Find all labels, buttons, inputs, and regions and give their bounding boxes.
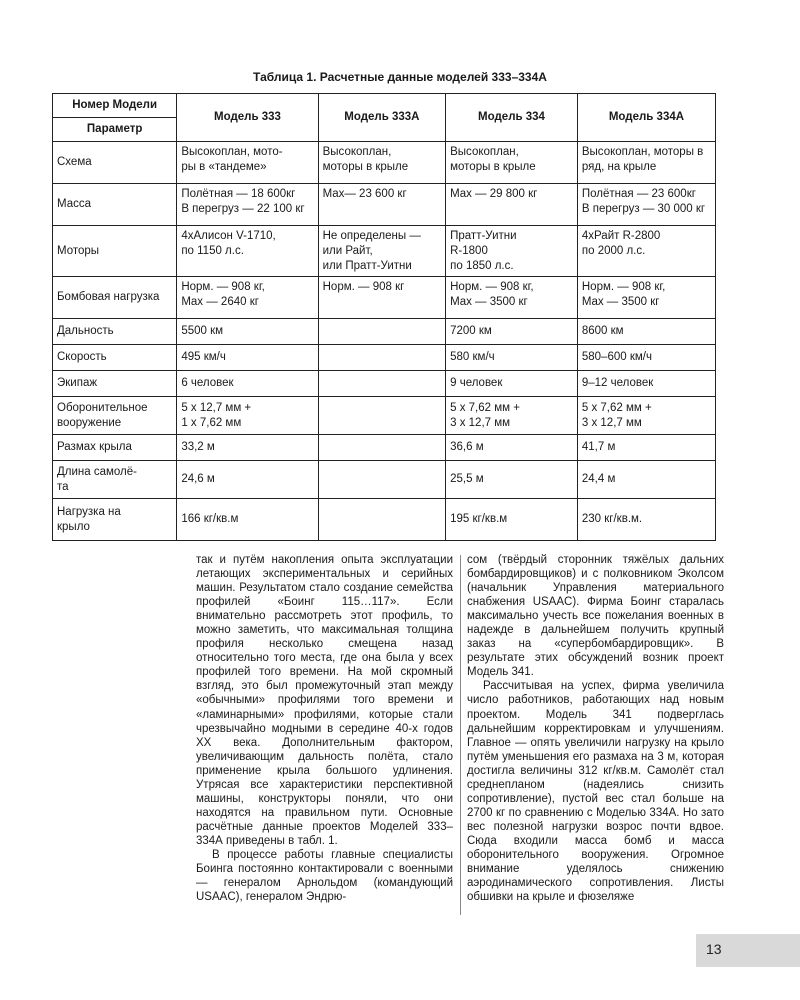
cell-line: 9 человек	[450, 377, 503, 389]
table-row	[53, 226, 716, 277]
header-parameter: Параметр	[53, 118, 177, 142]
table-cell	[446, 499, 578, 541]
cell-line: Max — 3500 кг	[450, 296, 528, 308]
cell-line: ряд, на крыле	[581, 161, 657, 173]
cell-line: Высокоплан,	[450, 146, 519, 158]
cell-line: 8600 км	[581, 325, 624, 337]
row-label	[53, 461, 177, 499]
row-label	[53, 277, 177, 319]
paragraph: Рассчитывая на успех, фирма увеличила число работников, работающих над новым проектом. Модель 341 подверглась дальнейшим корректировкам и улучшениям. Главное — опять увеличили нагрузку на крыло путём уменьшения его размаха на 3 м, которая достигла величины 312 кг/кв.м. Самолёт стал среднепланом (надеялись снизить сопротивление), пустой вес стал больше на 2700 кг по сравнению с Моделью 334А. Но зато вес полезной нагрузки возрос почти вдвое. Сюда входили масса бомб и масса оборонительного вооружения. Огромное внимание уделялось снижению аэродинамического сопротивления. Листы обшивки на крыле и фюзеляже	[467, 680, 724, 904]
row-label	[53, 142, 177, 184]
row-label	[53, 371, 177, 397]
cell-line: по 2000 л.с.	[581, 245, 646, 257]
column-header: Модель 333	[177, 94, 318, 142]
table-cell	[446, 397, 578, 435]
paragraph: сом (твёрдый сторонник тяжёлых дальних бомбардировщиков) и с полковником Эколсом (начальник Управления материального снабжения USAAC). Фирма Боинг старалась максимально учесть все пожелания военных в надежде в дальнейшем получить крупный заказ на «супербомбардировщик». В результате этих обсуждений возник проект Модель 341.	[467, 554, 724, 679]
cell-line: 3 х 12,7 мм	[581, 416, 642, 429]
cell-line: Норм. — 908 кг	[322, 281, 405, 293]
row-label-line: Экипаж	[57, 377, 98, 389]
row-label-line: Дальность	[57, 325, 114, 337]
table-cell	[577, 184, 715, 226]
cell-line: 580 км/ч	[450, 351, 495, 363]
cell-line: 166 кг/кв.м	[181, 513, 239, 525]
cell-line: моторы в крыле	[322, 161, 409, 173]
table-cell	[446, 345, 578, 371]
table-cell	[177, 319, 318, 345]
cell-line: 3 х 12,7 мм	[450, 416, 511, 429]
table-cell	[577, 319, 715, 345]
cell-line: моторы в крыле	[450, 161, 536, 173]
header-model-number: Номер Модели	[53, 94, 177, 118]
table-cell	[446, 319, 578, 345]
cell-line: 24,4 м	[581, 473, 616, 485]
cell-line: 7200 км	[450, 325, 492, 337]
row-label-line: Нагрузка на	[57, 505, 121, 518]
cell-line: Норм. — 908 кг,	[581, 281, 666, 293]
row-label-line: Скорость	[57, 351, 107, 363]
table-cell	[177, 461, 318, 499]
cell-line: 195 кг/кв.м	[450, 513, 508, 525]
cell-line: 1 х 7,62 мм	[181, 416, 242, 429]
row-label	[53, 226, 177, 277]
row-label-line: Моторы	[57, 244, 100, 257]
table-cell	[446, 371, 578, 397]
table-cell	[446, 461, 578, 499]
cell-line: 4хРайт R-2800	[581, 230, 661, 242]
row-label-line: Оборонительное	[57, 401, 148, 414]
cell-line: Полётная — 18 600кг	[181, 188, 296, 200]
cell-line: 495 км/ч	[181, 351, 226, 363]
table-cell	[577, 277, 715, 319]
table-cell	[177, 499, 318, 541]
table-row	[53, 499, 716, 541]
table-row	[53, 345, 716, 371]
cell-line: Высокоплан, моторы в	[581, 146, 704, 158]
row-label	[53, 435, 177, 461]
table-row	[53, 435, 716, 461]
cell-line: по 1850 л.с.	[450, 260, 514, 272]
table-cell	[446, 142, 578, 184]
row-label-line: крыло	[57, 520, 90, 533]
table-cell	[318, 319, 446, 345]
body-text-right-column	[467, 553, 724, 904]
cell-line: ры в «тандеме»	[181, 161, 267, 173]
specs-table-body	[53, 142, 716, 541]
table-cell	[446, 226, 578, 277]
cell-line: 9–12 человек	[581, 377, 654, 389]
table-cell	[577, 142, 715, 184]
table-row	[53, 319, 716, 345]
specs-table	[52, 93, 716, 541]
cell-line: 5 х 12,7 мм +	[181, 401, 252, 414]
cell-line: Полётная — 23 600кг	[581, 188, 696, 200]
table-cell	[177, 277, 318, 319]
table-cell	[177, 397, 318, 435]
column-header: Модель 334А	[577, 94, 715, 142]
table-cell	[577, 397, 715, 435]
cell-line: 5500 км	[181, 325, 224, 337]
table-cell	[177, 184, 318, 226]
table-row	[53, 184, 716, 226]
cell-line: 4хАлисон V-1710,	[181, 230, 276, 242]
table-cell	[177, 371, 318, 397]
table-cell	[577, 461, 715, 499]
table-row	[53, 397, 716, 435]
table-row	[53, 142, 716, 184]
table-cell	[318, 499, 446, 541]
row-label-line: Размах крыла	[57, 441, 132, 453]
table-cell	[177, 435, 318, 461]
table-caption: Таблица 1. Расчетные данные моделей 333–334А	[253, 70, 547, 84]
cell-line: 41,7 м	[581, 441, 616, 453]
table-cell	[577, 499, 715, 541]
cell-line: 230 кг/кв.м.	[581, 513, 643, 525]
table-row	[53, 277, 716, 319]
table-cell	[318, 184, 446, 226]
table-cell	[446, 184, 578, 226]
cell-line: или Пратт-Уитни	[322, 260, 412, 272]
column-header: Модель 333А	[318, 94, 446, 142]
table-cell	[177, 345, 318, 371]
row-label-line: Длина самолё-	[57, 465, 137, 478]
table-row	[53, 371, 716, 397]
cell-line: Max — 29 800 кг	[450, 188, 538, 200]
cell-line: Max— 23 600 кг	[322, 188, 407, 200]
table-cell	[318, 142, 446, 184]
row-label	[53, 184, 177, 226]
row-label-line: Схема	[57, 156, 92, 168]
cell-line: R-1800	[450, 245, 488, 257]
cell-line: Max — 2640 кг	[181, 296, 259, 308]
row-label	[53, 345, 177, 371]
paragraph: так и путём накопления опыта эксплуатации летающих экспериментальных и серийных машин. Результатом стало создание семейства профилей «Боинг 115…117». Если внимательно рассмотреть этот профиль, то можно заметить, что максимальная толщина профиля несколько смещена назад относительно того места, где она была у всех профилей того времени. На мой скромный взгляд, это был промежуточный этап между «обычными» профилями того времени и «ламинарными» профилями, которые стали чрезвычайно модными в середине 40-х годов XX века. Дополнительным фактором, увеличивающим дальность полёта, стало применение крыла большого удлинения. Утрясая все характеристики перспективной машины, конструкторы поняли, что они находятся на правильном пути. Основные расчётные данные проектов Моделей 333–334А приведены в табл. 1.	[196, 554, 453, 847]
table-cell	[318, 435, 446, 461]
cell-line: 580–600 км/ч	[581, 351, 652, 363]
table-cell	[177, 226, 318, 277]
cell-line: или Райт,	[322, 245, 373, 257]
table-cell	[318, 277, 446, 319]
row-label	[53, 499, 177, 541]
table-cell	[318, 371, 446, 397]
table-cell	[446, 277, 578, 319]
table-cell	[446, 435, 578, 461]
column-divider	[460, 555, 461, 915]
column-header: Модель 334	[446, 94, 578, 142]
cell-line: 6 человек	[181, 377, 234, 389]
table-cell	[177, 142, 318, 184]
cell-line: Max — 3500 кг	[581, 296, 660, 308]
cell-line: Высокоплан,	[322, 146, 392, 158]
table-cell	[318, 345, 446, 371]
cell-line: 25,5 м	[450, 473, 484, 485]
table-cell	[318, 397, 446, 435]
table-cell	[318, 461, 446, 499]
row-label	[53, 319, 177, 345]
row-label-line: та	[57, 480, 69, 493]
cell-line: Высокоплан, мото-	[181, 146, 283, 158]
row-label-line: вооружение	[57, 416, 122, 429]
cell-line: В перегруз — 30 000 кг	[581, 203, 706, 215]
table-cell	[577, 371, 715, 397]
cell-line: В перегруз — 22 100 кг	[181, 203, 305, 215]
cell-line: 33,2 м	[181, 441, 215, 453]
cell-line: Пратт-Уитни	[450, 230, 517, 242]
table-row	[53, 461, 716, 499]
table-cell	[577, 226, 715, 277]
table-cell	[318, 226, 446, 277]
cell-line: 24,6 м	[181, 473, 215, 485]
cell-line: по 1150 л.с.	[181, 245, 244, 257]
paragraph: В процессе работы главные специалисты Боинга постоянно контактировали с военными — генералом Арнольдом (командующий USAAC), генералом Эндрю-	[196, 848, 453, 904]
cell-line: 5 х 7,62 мм +	[581, 401, 652, 414]
table-cell	[577, 435, 715, 461]
body-text-left-column	[196, 553, 453, 904]
cell-line: 5 х 7,62 мм +	[450, 401, 520, 414]
cell-line: Норм. — 908 кг,	[181, 281, 265, 293]
cell-line: Норм. — 908 кг,	[450, 281, 534, 293]
cell-line: Не определены —	[322, 230, 421, 242]
cell-line: 36,6 м	[450, 441, 484, 453]
table-cell	[577, 345, 715, 371]
row-label-line: Масса	[57, 198, 92, 210]
row-label-line: Бомбовая нагрузка	[57, 291, 160, 303]
row-label	[53, 397, 177, 435]
page-number: 13	[706, 941, 722, 957]
